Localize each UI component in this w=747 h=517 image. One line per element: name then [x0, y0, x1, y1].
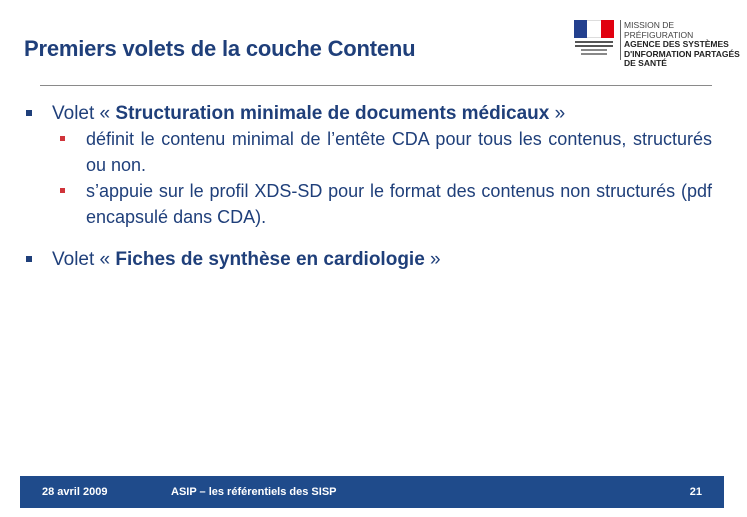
slide-body	[24, 102, 724, 272]
french-flag-icon	[574, 20, 614, 38]
sub-bullet-xds-sd: s’appuie sur le profil XDS-SD pour le format des contenus non structurés (pdf encapsulé dans CDA).	[86, 178, 712, 230]
title-divider	[40, 85, 712, 86]
asip-logo	[571, 20, 743, 68]
bullet-volet-structuration: Volet « Structuration minimale de documents médicaux »	[24, 102, 724, 126]
footer-date: 28 avril 2009	[42, 486, 108, 498]
logo-line-2: AGENCE DES SYSTÈMES	[624, 39, 729, 49]
bullet-volet-cardiologie: Volet « Fiches de synthèse en cardiologie »	[24, 248, 724, 272]
square-bullet-icon	[26, 110, 32, 116]
square-bullet-icon	[60, 136, 65, 141]
square-bullet-icon	[60, 188, 65, 193]
square-bullet-icon	[26, 256, 32, 262]
sub-bullet-entete-cda: définit le contenu minimal de l’entête CDA pour tous les contenus, structurés ou non.	[86, 126, 712, 178]
bullet-bold-text: Structuration minimale de documents médicaux	[115, 103, 550, 124]
logo-line-4: DE SANTÉ	[624, 58, 667, 68]
logo-text	[624, 21, 743, 69]
logo-divider	[620, 20, 621, 60]
footer-title: ASIP – les référentiels des SISP	[171, 486, 337, 498]
bullet-bold-text: Fiches de synthèse en cardiologie	[115, 249, 425, 270]
logo-line-1: MISSION DE PRÉFIGURATION	[624, 20, 694, 40]
slide-title: Premiers volets de la couche Contenu	[24, 36, 416, 61]
logo-line-3: D'INFORMATION PARTAGÉS	[624, 48, 740, 59]
page-number: 21	[689, 486, 702, 498]
republique-francaise-logo	[571, 20, 617, 60]
slide-footer	[20, 476, 724, 508]
